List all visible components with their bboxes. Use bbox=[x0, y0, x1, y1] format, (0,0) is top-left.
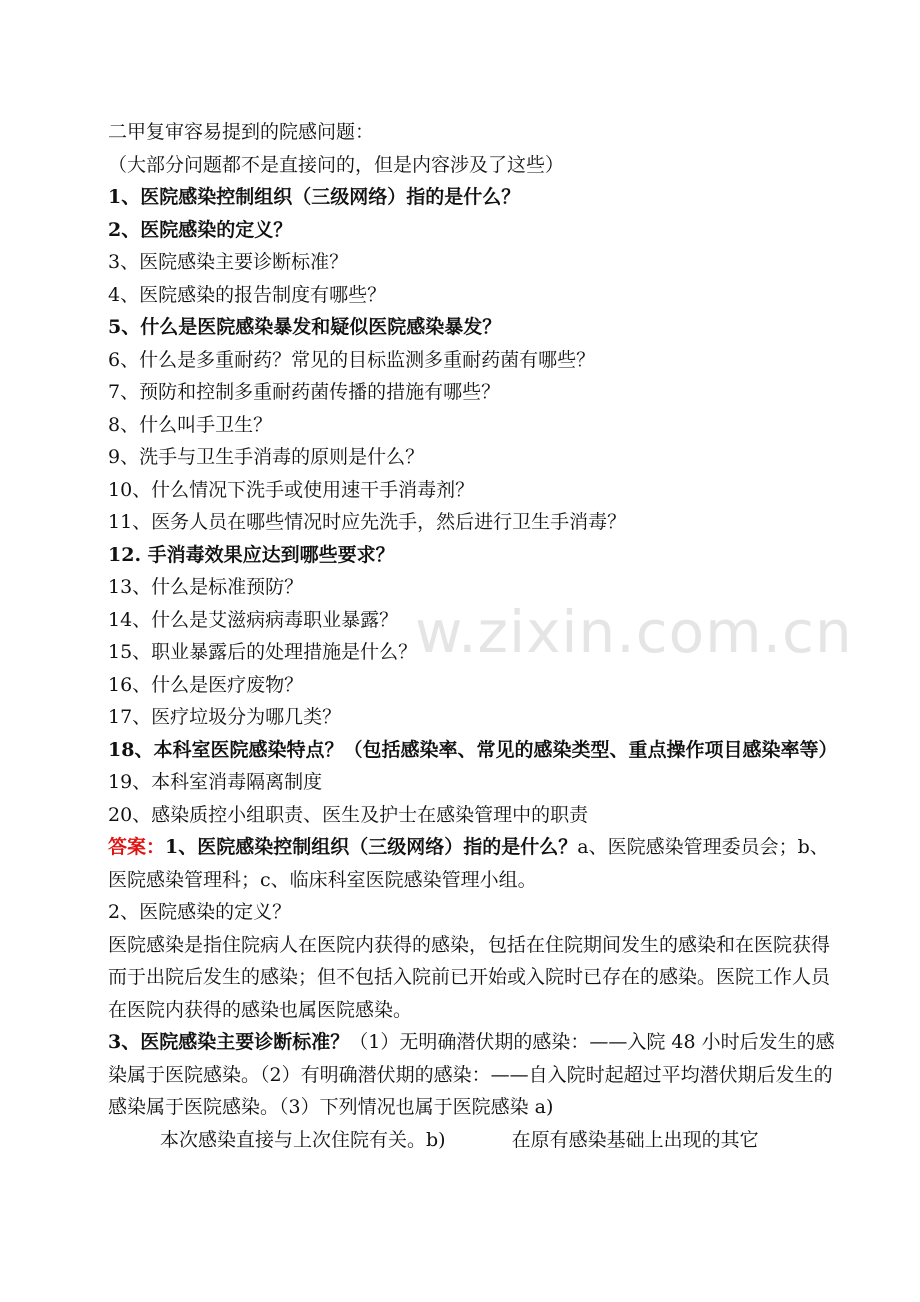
question-item: 4、医院感染的报告制度有哪些？ bbox=[108, 283, 387, 306]
question-item: 15、职业暴露后的处理措施是什么？ bbox=[108, 641, 418, 663]
question-item: 8、什么叫手卫生？ bbox=[108, 413, 273, 436]
question-item: 3、医院感染主要诊断标准？ bbox=[108, 251, 349, 273]
document-title: 二甲复审容易提到的院感问题： bbox=[108, 121, 375, 143]
answer-label: 答案： bbox=[108, 836, 166, 858]
question-item: 2、医院感染的定义？ bbox=[108, 218, 293, 241]
question-item: 9、洗手与卫生手消毒的原则是什么？ bbox=[108, 446, 425, 468]
answer-1-question: 1、医院感染控制组织（三级网络）指的是什么？ bbox=[165, 836, 578, 858]
document-body bbox=[108, 116, 838, 1156]
answer-3-item-b: 在原有感染基础上出现的其它 bbox=[511, 1128, 759, 1151]
document-subtitle: （大部分问题都不是直接问的，但是内容涉及了这些） bbox=[108, 153, 565, 176]
question-item: 18、本科室医院感染特点？（包括感染率、常见的感染类型、重点操作项目感染率等） bbox=[108, 738, 838, 761]
answer-3-question: 3、医院感染主要诊断标准？ bbox=[108, 1031, 350, 1053]
question-item: 11、医务人员在哪些情况时应先洗手，然后进行卫生手消毒？ bbox=[108, 511, 627, 533]
question-item: 7、预防和控制多重耐药菌传播的措施有哪些？ bbox=[108, 381, 501, 403]
answer-2-question: 2、医院感染的定义？ bbox=[108, 901, 292, 923]
answer-3-item-a: 本次感染直接与上次住院有关。b) bbox=[160, 1128, 446, 1151]
question-item: 17、医疗垃圾分为哪几类？ bbox=[108, 706, 342, 728]
question-item: 10、什么情况下洗手或使用速干手消毒剂？ bbox=[108, 478, 475, 501]
question-item: 5、什么是医院感染暴发和疑似医院感染暴发？ bbox=[108, 316, 502, 338]
question-item: 12. 手消毒效果应达到哪些要求？ bbox=[108, 543, 395, 566]
answer-1 bbox=[108, 831, 838, 896]
question-item: 14、什么是艾滋病病毒职业暴露？ bbox=[108, 608, 399, 631]
question-item: 6、什么是多重耐药？常见的目标监测多重耐药菌有哪些？ bbox=[108, 348, 596, 371]
question-item: 20、感染质控小组职责、医生及护士在感染管理中的职责 bbox=[108, 803, 589, 826]
answer-1-text: a、医院感染管理委员会；b、医院感染管理科；c、临床科室医院感染管理小组。 bbox=[108, 836, 829, 891]
question-item: 19、本科室消毒隔离制度 bbox=[108, 771, 323, 793]
question-item: 1、医院感染控制组织（三级网络）指的是什么？ bbox=[108, 186, 521, 208]
question-item: 16、什么是医疗废物？ bbox=[108, 673, 304, 696]
answer-2-text: 医院感染是指住院病人在医院内获得的感染，包括在住院期间发生的感染和在医院获得而于出院后发生的感染；但不包括入院前已开始或入院时已存在的感染。医院工作人员在医院内获得的感染也属医院感染。 bbox=[108, 933, 831, 1021]
watermark: w.zixin.com.cn bbox=[415, 598, 853, 666]
answer-3-text: （1）无明确潜伏期的感染：——入院 48 小时后发生的感染属于医院感染。（2）有明确潜伏期的感染：——自入院时起超过平均潜伏期后发生的感染属于医院感染。（3）下列情况也属于医院感染 a) bbox=[108, 1031, 835, 1118]
question-item: 13、什么是标准预防？ bbox=[108, 576, 304, 598]
answer-3-last-line bbox=[108, 1124, 838, 1157]
answer-3 bbox=[108, 1026, 838, 1124]
